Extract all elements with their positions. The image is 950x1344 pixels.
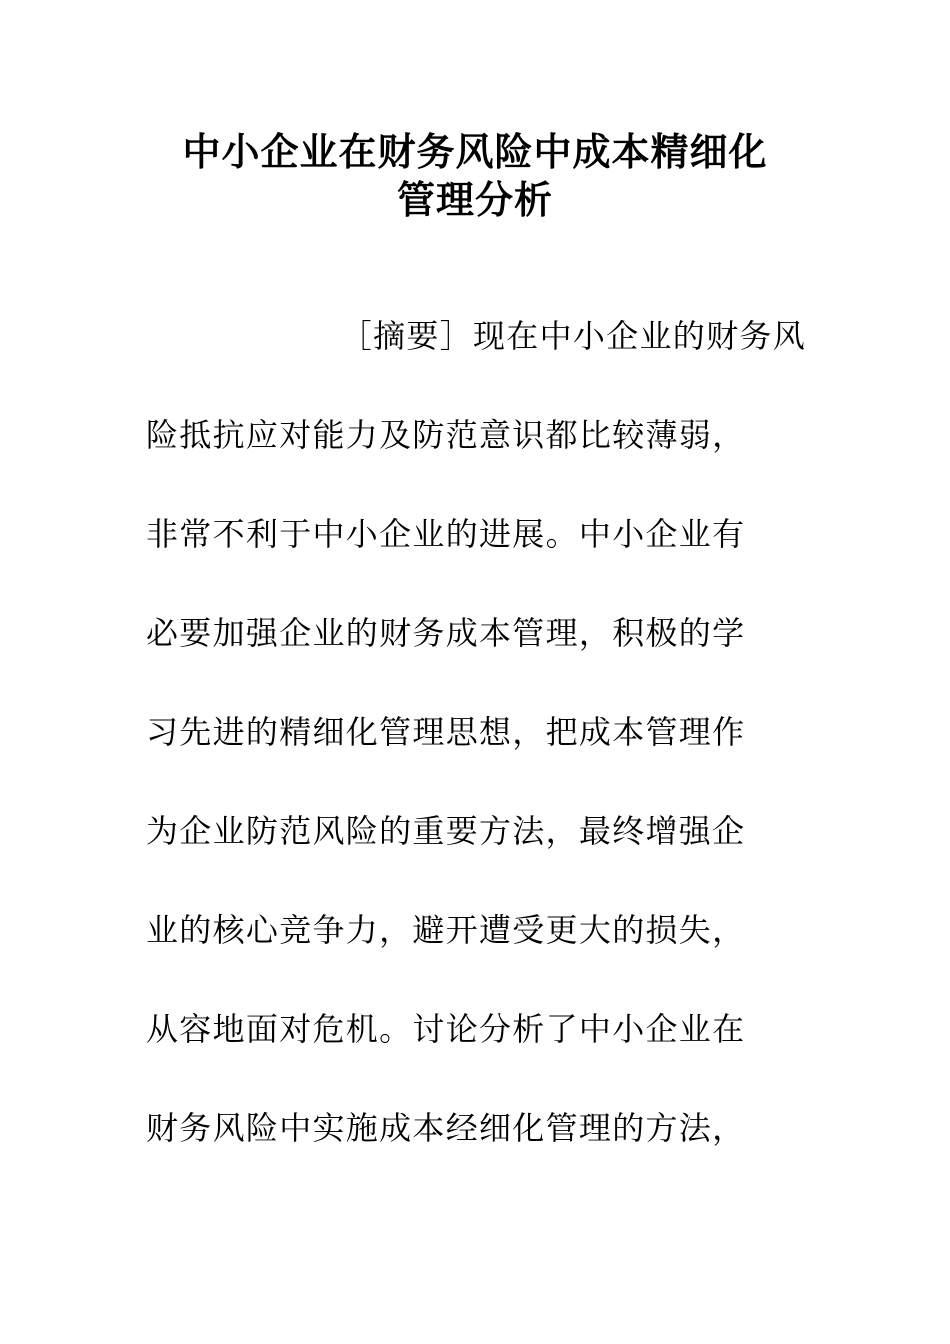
abstract-line: 非常不利于中小企业的进展。中小企业有 xyxy=(146,515,746,553)
abstract-line: 为企业防范风险的重要方法，最终增强企 xyxy=(146,812,746,850)
abstract-line: 财务风险中实施成本经细化管理的方法， xyxy=(146,1109,746,1147)
abstract-line: 从容地面对危机。讨论分析了中小企业在 xyxy=(146,1010,746,1048)
abstract-line: ［摘要］现在中小企业的财务风 xyxy=(339,317,806,355)
abstract-line: 业的核心竞争力，避开遭受更大的损失， xyxy=(146,911,746,949)
document-title-line-1: 中小企业在财务风险中成本精细化 xyxy=(182,130,768,174)
abstract-line: 必要加强企业的财务成本管理，积极的学 xyxy=(146,614,746,652)
document-title-line-2: 管理分析 xyxy=(396,178,553,222)
abstract-line: 险抵抗应对能力及防范意识都比较薄弱， xyxy=(146,416,746,454)
abstract-line: 习先进的精细化管理思想，把成本管理作 xyxy=(146,713,746,751)
